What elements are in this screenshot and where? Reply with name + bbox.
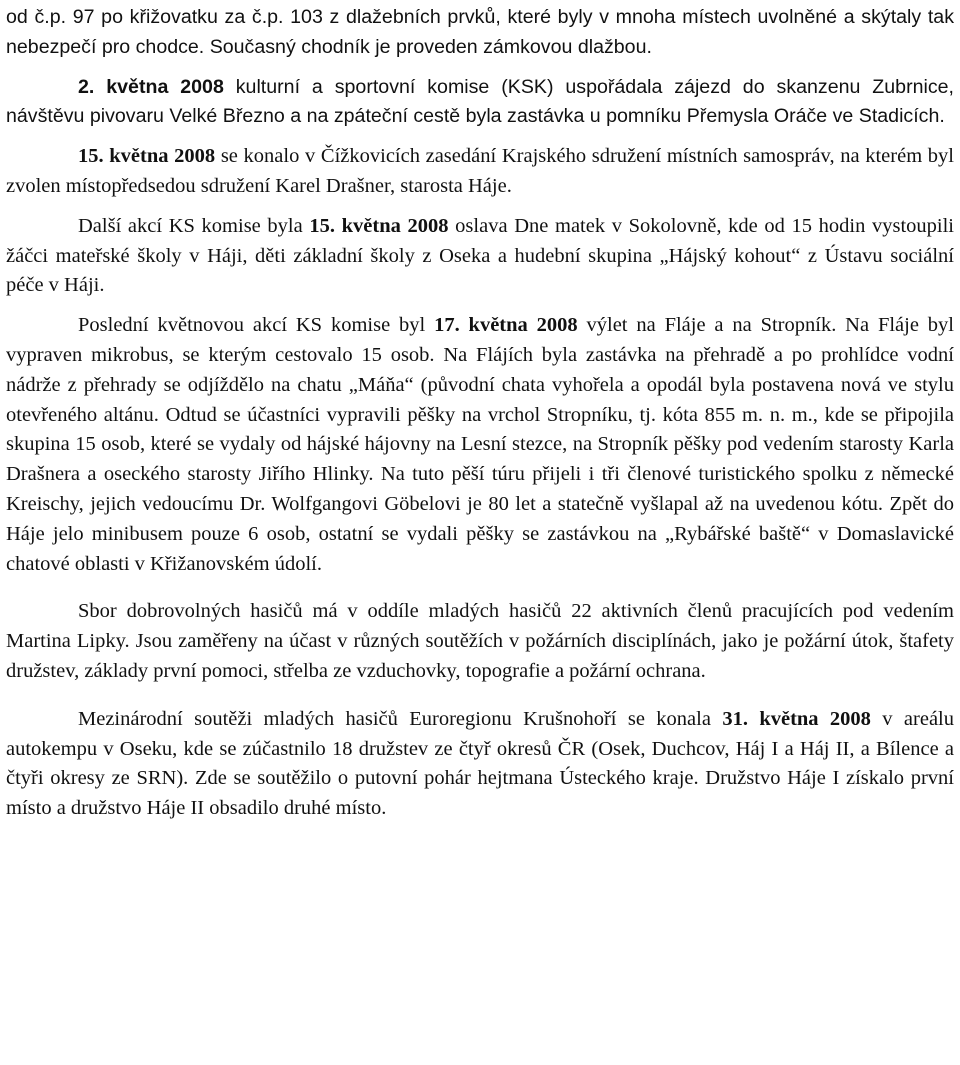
date-highlight: 31. května 2008 [722, 707, 871, 730]
paragraph-sidewalk [6, 3, 954, 63]
paragraph-vylet-stropnik [6, 311, 954, 579]
text-run: kulturní a sportovní komise (KSK) uspořádala zájezd do skanzenu Zubrnice, návštěvu pivovaru Velké Březno a na zpáteční cestě byla zastávka u pomníku Přemysla Oráče ve Stadicích. [6, 75, 954, 128]
paragraph-soutez-hasicu [6, 705, 954, 824]
text-run: oslava Dne matek v Sokolovně, kde od 15 hodin vystoupili žáčci mateřské školy v Háji, děti základní školy z Oseka a hudební skupina „Hájský kohout“ z Ústavu sociální péče v Háji. [6, 214, 954, 297]
date-highlight: 2. května 2008 [78, 75, 224, 98]
paragraph-hasici [6, 597, 954, 686]
paragraph-den-matek [6, 212, 954, 301]
date-highlight: 15. května 2008 [78, 145, 216, 168]
text-run: Poslední květnovou akcí KS komise byl [78, 314, 435, 337]
date-highlight: 15. května 2008 [309, 214, 449, 237]
text-run: v areálu autokempu v Oseku, kde se zúčastnilo 18 družstev ze čtyř okresů ČR (Osek, Duchcov, Háj I a Háj II, a Bílence a čtyři okresy ze SRN). Zde se soutěžilo o putovní pohár hejtmana Ústeckého kraje. Družstvo Háje I získalo první místo a družstvo Háje II obsadilo druhé místo. [6, 707, 955, 820]
text-run: Sbor dobrovolných hasičů má v oddíle mladých hasičů 22 aktivních členů pracujících pod vedením Martina Lipky. Jsou zaměřeny na účast v různých soutěžích v požárních disciplínách, jako je požární útok, štafety družstev, základy první pomoci, střelba ze vzduchovky, topografie a požární ochrana. [6, 600, 954, 682]
date-highlight: 17. května 2008 [434, 314, 578, 337]
text-run: od č.p. 97 po křižovatku za č.p. 103 z dlažebních prvků, které byly v mnoha místech uvolněné a skýtaly tak nebezpečí pro chodce. Současný chodník je proveden zámkovou dlažbou. [6, 6, 954, 58]
text-run: Další akcí KS komise byla [78, 214, 310, 237]
paragraph-trip-zubrnice [6, 73, 954, 133]
text-run: výlet na Fláje a na Stropník. Na Fláje byl vypraven mikrobus, se kterým cestovalo 15 osob. Na Flájích byla zastávka na přehradě a po prohlídce vodní nádrže z přehrady se odjíždělo na chatu „Máňa“ (původní chata vyhořela a opodál byla postavena nová ve stylu otevřeného altánu. Odtud se účastníci vypravili pěšky na vrchol Stropníku, tj. kóta 855 m. n. m., kde se připojila skupina 15 osob, které se vydaly od hájské hájovny na Lesní stezce, na Stropník pěšky pod vedením starosty Karla Drašnera a oseckého starosty Jiřího Hlinky. Na tuto pěší túru přijeli i tři členové turistického spolku z německé Kreischy, jejich vedoucímu Dr. Wolfgangovi Göbelovi je 80 let a statečně vyšlapal až na uvedenou kótu. Zpět do Háje jelo minibusem pouze 6 osob, ostatní se vydali pěšky se zastávkou na „Rybářské baště“ v Domaslavické chatové oblasti v Křižanovském údolí. [6, 314, 954, 575]
text-run: Mezinárodní soutěži mladých hasičů Euroregionu Krušnohoří se konala [78, 707, 723, 730]
paragraph-krajske-sdruzeni [6, 142, 954, 202]
text-run: se konalo v Čížkovicích zasedání Krajského sdružení místních samospráv, na kterém byl zvolen místopředsedou sdružení Karel Drašner, starosta Háje. [6, 145, 954, 197]
